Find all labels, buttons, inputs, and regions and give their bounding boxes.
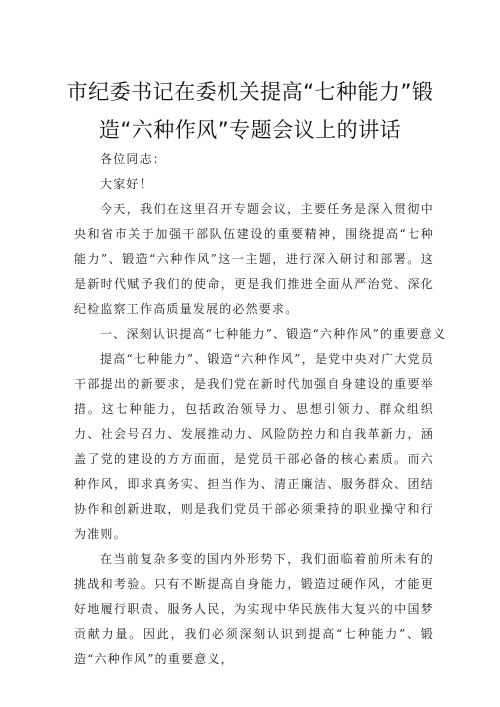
document-title-line-2: 造“六种作风”专题会议上的讲话 xyxy=(98,118,402,142)
section-heading: 一、深刻认识提高“七种能力”、锻造“六种作风”的重要意义 xyxy=(100,327,447,341)
paragraph-intro: 今天，我们在这里召开专题会议，主要任务是深入贯彻中央和省市关于加强干部队伍建设的重要精神，围绕提高“七种能力”、锻造“六种作风”这一主题，进行深入研讨和部署。这是新时代赋予我们的使命，更是我们推进全面从严治党、深化纪检监察工作高质量发展的必然要求。 xyxy=(74,202,434,316)
greeting: 大家好！ xyxy=(100,177,153,191)
paragraph-body-1: 提高“七种能力”、锻造“六种作风”，是党中央对广大党员干部提出的新要求，是我们党在新时代加强自身建设的重要举措。这七种能力，包括政治领导力、思想引领力、群众组织力、社会号召力、发展推动力、风险防控力和自我革新力，涵盖了党的建设的方方面面，是党员干部必备的核心素质。而六种作风，即求真务实、担当作为、清正廉洁、服务群众、团结协作和创新进取，则是我们党员干部必须秉持的职业操守和行为准则。 xyxy=(74,352,434,541)
document-title-line-1: 市纪委书记在委机关提高“七种能力”锻 xyxy=(66,80,434,104)
paragraph-body-2: 在当前复杂多变的国内外形势下，我们面临着前所未有的挑战和考验。只有不断提高自身能力，锻造过硬作风，才能更好地履行职责、服务人民，为实现中华民族伟大复兴的中国梦贡献力量。因此，我们必须深刻认识到提高“七种能力”、锻造“六种作风”的重要意义， xyxy=(74,552,434,666)
salutation: 各位同志： xyxy=(100,152,167,166)
